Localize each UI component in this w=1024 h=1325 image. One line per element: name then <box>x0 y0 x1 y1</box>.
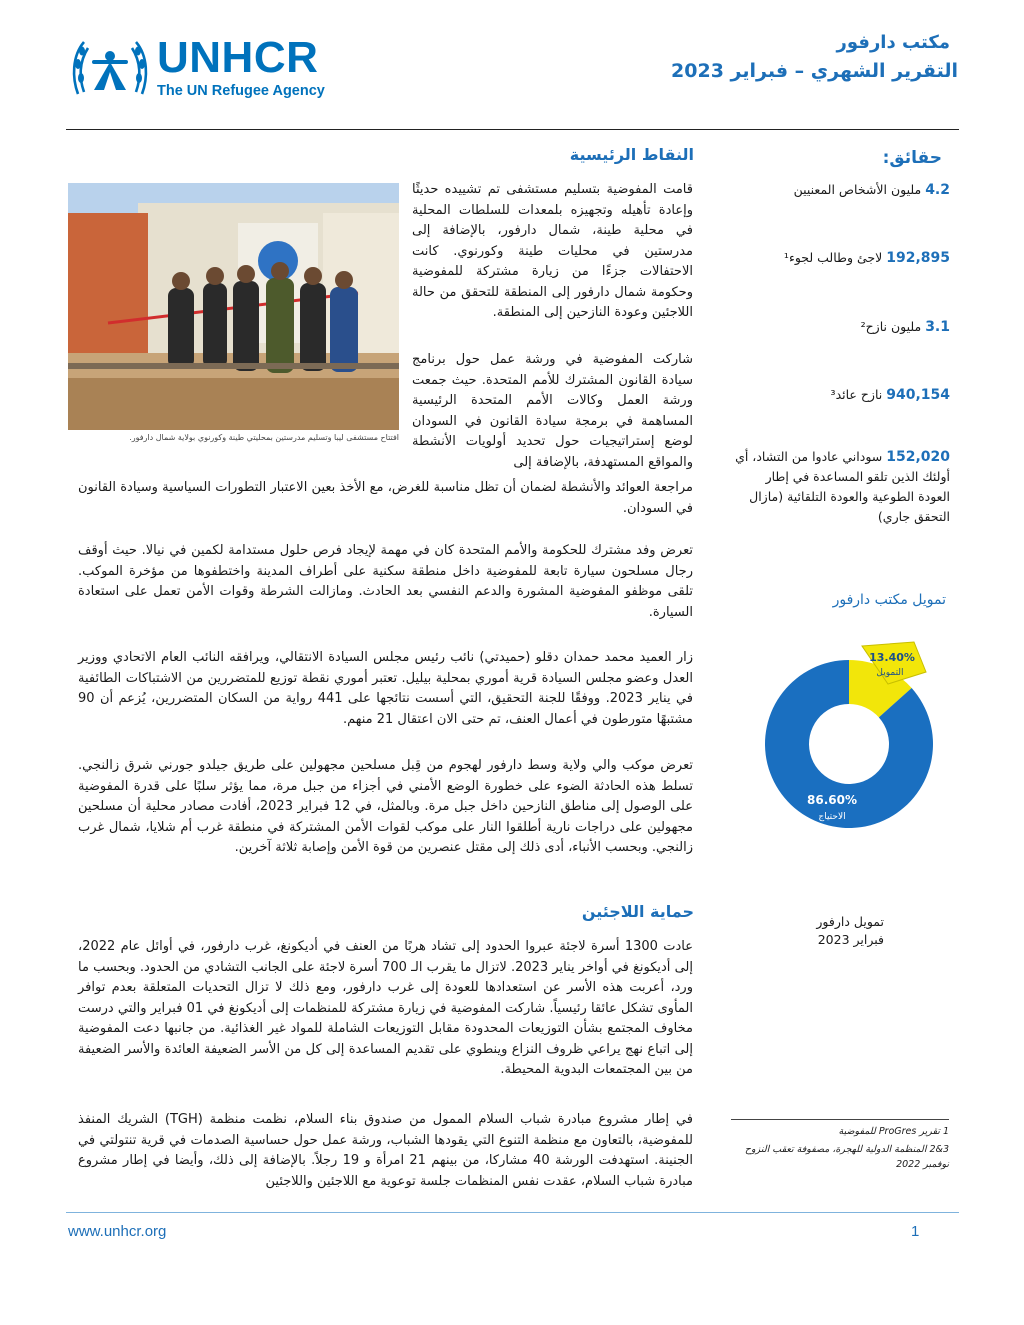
fact-refugees <box>730 248 950 268</box>
paragraph-nyala-ambush: تعرض وفد مشترك للحكومة والأمم المتحدة كان في مهمة لإيجاد فرص حلول مستدامة لكمين في نيالا. حيث أوقف رجال مسلحون سيارة تابعة للمفوضية داخل منطقة سكنية على أطراف المدينة واختطفوها من مؤخرة الموكب. تلقى موظفو المفوضية المشورة والدعم النفسي بعد الحادث. ومازالت الشرطة وقوات الأمن تعمل على استعادة السيارة. <box>78 543 693 620</box>
paragraph-youth-peace-initiative: في إطار مشروع مبادرة شباب السلام الممول من صندوق بناء السلام، نظمت منظمة (TGH) الشريك المنفذ للمفوضية، بالتعاون مع منظمة التنوع التي يقودها الشباب، ورشة عمل حول حساسية الصدمات في قرية تنتولتي في الجنينة. استهدفت الورشة 40 مشاركا، من بينهم 21 امرأة و 19 رجلاً. بالإضافة إلى ذلك، وأيضا في إطار مشروع مبادرة شباب السلام، عقدت نفس المنظمات جلسة توعوية مع اللاجئين واللاجئين <box>78 1112 693 1189</box>
footnote-1: 1 تقرير ProGres للمفوضية <box>838 1126 949 1137</box>
fact-idps <box>730 317 950 337</box>
funding-donut-chart <box>754 632 944 832</box>
paragraph-hemedti-visit: زار العميد محمد حمدان دقلو (حميدتي) نائب رئيس مجلس السيادة الانتقالي، ويرافقه النائب العام الاتحادي ووزير العدل وعضو مجلس السيادة قرية أموري بمحلية بيليل. تعتبر أموري نقطة توزيع للمتضررين من الاشتباكات الطائفية في يناير 2023. ووفقًا للجنة التحقيق، التي أسست نتائجها على 441 رواية من السكان المتضررين، يُزعم أن 90 مشتبهًا متورطون في أعمال العنف، تم حتى الان اعتقال 21 منهم. <box>78 650 694 727</box>
logo-tagline: The UN Refugee Agency <box>157 83 325 99</box>
funding-caption-line1: تمويل دارفور <box>816 914 884 929</box>
fact-text: مليون الأشخاص المعنيين <box>793 182 922 197</box>
paragraph-rule-of-law-workshop: شاركت المفوضية في ورشة عمل حول برنامج سيادة القانون المشترك للأمم المتحدة. حيث جمعت ورشة العمل وكالات الأمم المتحدة الرئيسية المساهمة في برمجة سيادة القانون في السودان لوضع إستراتيجيات حول تحديد أولويات الأنشطة والمواقع المستهدفة، بالإضافة إلى <box>412 352 693 470</box>
fact-chad-returnees <box>730 447 950 527</box>
report-title: التقرير الشهري – فبراير 2023 <box>671 60 958 82</box>
footer-divider <box>66 1212 959 1213</box>
paragraph-adikong-returns: عادت 1300 أسرة لاجئة عبروا الحدود إلى تشاد هربًا من العنف في أديكونغ، غرب دارفور، في أوائل عام 2022، إلى أديكونغ في أواخر يناير 2023. لاتزال ما يقرب الـ 700 أسرة لاجئة على الجانب التشادي من الحدود. وبحسب ما ورد، أعربت هذه الأسر عن استعدادها للعودة إلى غرب دارفور، ومع ذلك لا تزال التحديات المتعلقة بعدم توافر المأوى تشكل عائقا رئيسياً. شاركت المفوضية في زيارة مشتركة للمنظمات إلى أديكونغ في 01 فبراير والتي درست مخاوف المجتمع بشأن التوزيعات المحدودة مقابل التوزيعات الشاملة للمواد غير الغذائية. من جانبها دعت المفوضية إلى اتباع نهج يراعي ظروف النزاع وينطوي على تقديم المساعدة إلى كل من الأسر الضعيفة العائدة والأسر الضعيفة من بين المجتمعات البدوية المحيطة. <box>78 939 694 1077</box>
refugee-protection-heading: حماية اللاجئين <box>581 902 694 921</box>
paragraph-hospital-handover: قامت المفوضية بتسليم مستشفى تم تشييده حديثًا وإعادة تأهيله وتجهيزه بلمعدات للسلطات المحلية في محلية طينة، شمال دارفور، بالإضافة إلى مدرستين في محليات طينة وكورنوي. كانت الاحتفالات جزءًا من زيارة مشتركة للمفوضية وحكومة شمال دارفور إلى المنطقة للتحقق من حالة اللاجئين وعودة النازحين إلى المنطقة. <box>412 182 693 320</box>
fact-value: 192,895 <box>886 250 950 266</box>
fact-text: نازح عائد³ <box>830 387 883 402</box>
funded-sub-label: التمويل <box>876 668 904 678</box>
facts-heading: حقائق: <box>882 148 942 168</box>
page-number: 1 <box>911 1223 920 1240</box>
logo-wordmark: UNHCR <box>157 33 319 82</box>
ribbon-cutting-photo <box>68 183 399 430</box>
office-title: مكتب دارفور <box>836 32 950 53</box>
fact-value: 4.2 <box>925 182 950 198</box>
fact-returnees <box>730 385 950 405</box>
footer-website-link[interactable]: www.unhcr.org <box>68 1223 167 1240</box>
needs-percent-label: 86.60% <box>807 793 857 807</box>
paragraph-rule-of-law-continued: مراجعة العوائد والأنشطة لضمان أن تظل مناسبة للغرض، مع الأخذ بعين الاعتبار التطورات السياسية وسيادة القانون في السودان. <box>78 480 693 516</box>
fact-text: سوداني عادوا من التشاد، أي أولئك الذين تلقو المساعدة في إطار العودة الطوعية والعودة التلقائية (مازال التحقق جاري) <box>735 449 950 524</box>
fact-text: لاجئ وطالب لجوء¹ <box>783 250 883 265</box>
unhcr-emblem-icon <box>70 34 150 100</box>
fact-value: 3.1 <box>925 319 950 335</box>
footnote-divider <box>731 1119 949 1120</box>
funding-heading: تمويل مكتب دارفور <box>832 592 946 608</box>
paragraph-convoy-attack: تعرض موكب والي ولاية وسط دارفور لهجوم من قِبل مسلحين مجهولين على طريق جيلدو جورني شرق زالنجي. تسلط هذه الحادثة الضوء على خطورة الوضع الأمني في أجزاء من جبل مرة، مما يؤثر سلبًا على قدرة المفوضية على الوصول إلى مناطق النازحين داخل جبل مرة. وبالمثل، في 12 فبراير 2023، أفادت مصادر محلية أن مسلحين مجهولين على دراجات نارية أطلقوا النار على موكب لقوات الأمن المشتركة في منطقة غرب أم شلايا، شمال غرب زالنجي. وبحسب الأنباء، أدى ذلك إلى مقتل عنصرين من قوة الأمن وإصابة ثلاثة آخرين. <box>78 758 693 855</box>
funded-percent-label: 13.40% <box>869 651 915 664</box>
key-points-heading: النقاط الرئيسية <box>569 145 694 164</box>
photo-illustration <box>68 183 399 430</box>
header-divider <box>66 129 959 130</box>
funding-caption-line2: فبراير 2023 <box>817 932 884 947</box>
fact-value: 152,020 <box>886 449 950 465</box>
fact-text: مليون نازح² <box>860 319 922 334</box>
needs-sub-label: الاحتياج <box>818 812 846 822</box>
photo-caption: افتتاح مستشفى ليبا وتسليم مدرستين بمحليتي طينة وكورنوي بولاية شمال دارفور. <box>129 433 399 442</box>
fact-persons-of-concern <box>730 180 950 200</box>
fact-value: 940,154 <box>886 387 950 403</box>
funding-caption <box>800 913 884 949</box>
footnote-2-3: 3&2 المنظمة الدولية للهجرة، مصفوفة تعقب النزوح نوفمبر 2022 <box>744 1144 949 1170</box>
